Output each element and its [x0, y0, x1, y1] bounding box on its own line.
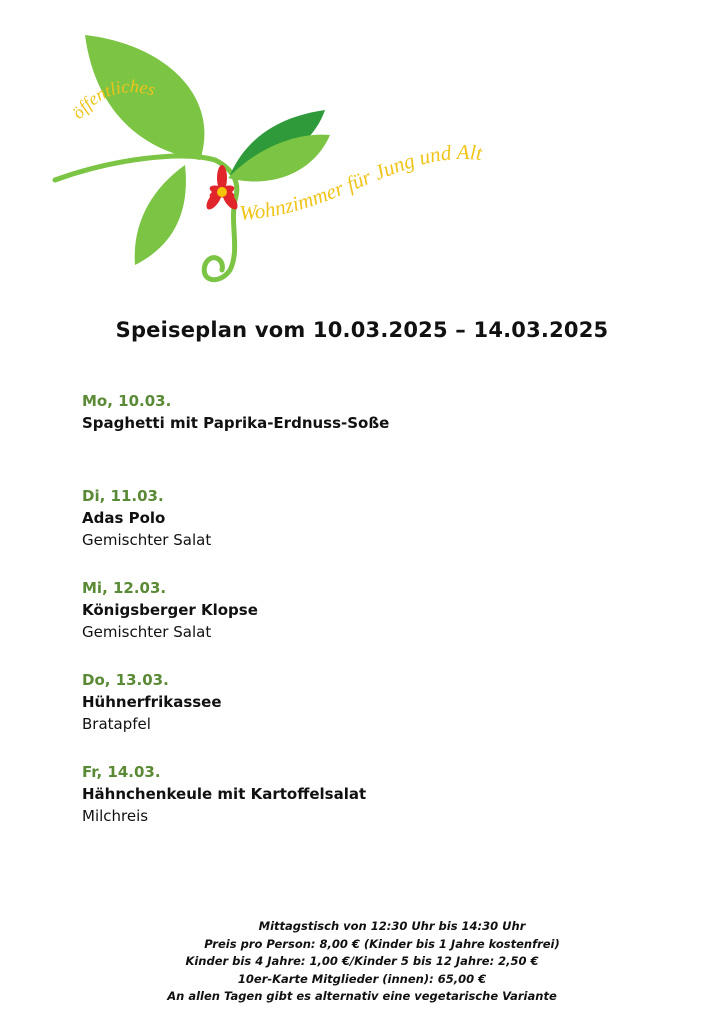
page-title: Speiseplan vom 10.03.2025 – 14.03.2025 [115, 318, 609, 342]
day-date: Mo, 10.03. [82, 392, 172, 410]
footer-hours: Mittagstisch von 12:30 Uhr bis 14:30 Uhr [258, 919, 526, 933]
day-date: Mi, 12.03. [82, 579, 167, 597]
logo-bottom-text: Wohnzimmer für Jung und Alt [238, 139, 484, 226]
day-side-dish: Gemischter Salat [82, 531, 212, 549]
day-entry-thu [82, 669, 682, 761]
day-side-dish: Milchreis [82, 807, 149, 825]
day-date: Fr, 14.03. [82, 763, 161, 781]
day-main-dish: Hühnerfrikassee [82, 693, 222, 711]
footer-children-price: Kinder bis 4 Jahre: 1,00 €/Kinder 5 bis 12 Jahre: 2,50 € [185, 954, 539, 968]
logo-top-text: öffentliches [67, 75, 158, 123]
day-side-dish: Gemischter Salat [82, 623, 212, 641]
day-entry-fri [82, 761, 682, 827]
footer-info [0, 918, 724, 1006]
day-entry-mon [82, 390, 682, 485]
day-main-dish: Spaghetti mit Paprika-Erdnuss-Soße [82, 414, 390, 432]
day-main-dish: Königsberger Klopse [82, 601, 258, 619]
footer-price: Preis pro Person: 8,00 € (Kinder bis 1 Jahre kostenfrei) [204, 936, 560, 951]
day-main-dish: Hähnchenkeule mit Kartoffelsalat [82, 785, 367, 803]
day-entry-wed [82, 577, 682, 669]
day-main-dish: Adas Polo [82, 509, 166, 527]
leaf-flower-logo-icon [40, 20, 660, 300]
logo [40, 20, 660, 300]
day-date: Di, 11.03. [82, 487, 164, 505]
footer-card-price: 10er-Karte Mitglieder (innen): 65,00 € [237, 971, 487, 986]
day-date: Do, 13.03. [82, 671, 169, 689]
footer-vegetarian-note: An allen Tagen gibt es alternativ eine vegetarische Variante [167, 989, 557, 1003]
day-side-dish: Bratapfel [82, 715, 151, 733]
menu-list [82, 390, 682, 827]
day-entry-tue [82, 485, 682, 577]
